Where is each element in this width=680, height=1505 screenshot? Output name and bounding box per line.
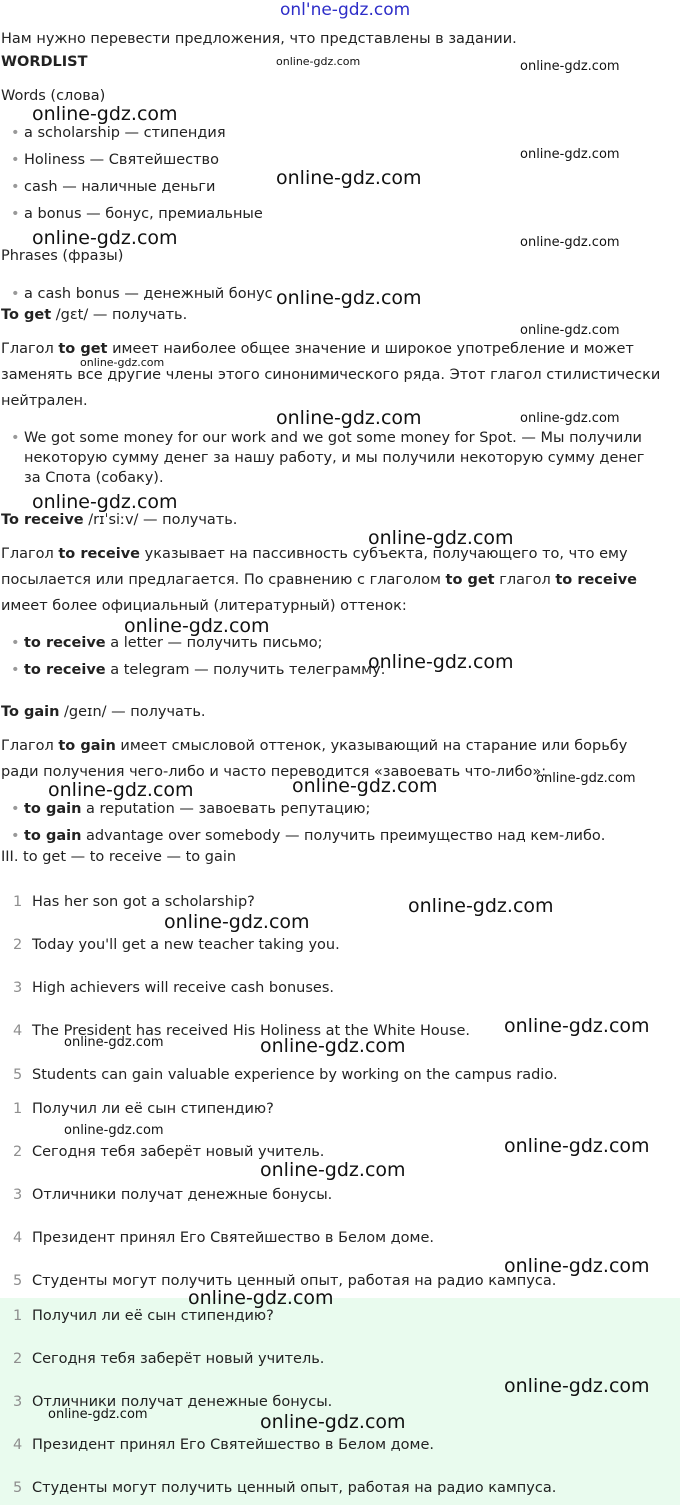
watermark: online-gdz.com — [48, 1407, 148, 1422]
watermark: online-gdz.com — [64, 1123, 164, 1138]
list-number: 2 — [13, 937, 23, 953]
list-item: Президент принял Его Святейшество в Белом доме. — [32, 1437, 434, 1453]
words-header: Words (слова) — [1, 88, 106, 104]
list-number: 3 — [13, 980, 23, 996]
term-heading-get: To get /gɛt/ — получать. — [1, 307, 188, 323]
term-description-gain: Глагол to gain имеет смысловой оттенок, указывающий на старание или борьбу ради получения чего-либо и часто переводится «завоевать что-либо»: — [1, 738, 628, 780]
watermark: online-gdz.com — [408, 895, 554, 917]
watermark: online-gdz.com — [520, 147, 620, 162]
list-item: Сегодня тебя заберёт новый учитель. — [32, 1144, 325, 1160]
list-item: Студенты могут получить ценный опыт, работая на радио кампуса. — [32, 1273, 557, 1289]
list-item: Отличники получат денежные бонусы. — [32, 1187, 333, 1203]
list-item: The President has received His Holiness at the White House. — [32, 1023, 471, 1039]
watermark: online-gdz.com — [124, 615, 270, 637]
watermark: online-gdz.com — [48, 779, 194, 801]
list-item: • a scholarship — стипендия — [12, 123, 662, 143]
example-item: • to gain a reputation — завоевать репутацию; — [12, 799, 662, 819]
section-title: III. to get — to receive — to gain — [1, 849, 237, 865]
watermark: online-gdz.com — [80, 356, 165, 369]
list-item: • a cash bonus — денежный бонус — [12, 284, 662, 304]
list-number: 5 — [13, 1273, 23, 1289]
watermark: online-gdz.com — [276, 407, 422, 429]
watermark: online-gdz.com — [536, 771, 636, 786]
list-number: 4 — [13, 1437, 23, 1453]
list-item: High achievers will receive cash bonuses. — [32, 980, 335, 996]
example-item: • to receive a letter — получить письмо; — [12, 633, 662, 653]
list-item: Сегодня тебя заберёт новый учитель. — [32, 1351, 325, 1367]
list-number: 2 — [13, 1351, 23, 1367]
list-item: Has her son got a scholarship? — [32, 894, 255, 910]
watermark: online-gdz.com — [260, 1411, 406, 1433]
term-description-get: Глагол to get имеет наиболее общее значение и широкое употребление и может заменять все другие члены этого синонимического ряда. Этот глагол стилистически нейтрален. — [1, 341, 661, 409]
list-item: • cash — наличные деньги — [12, 177, 662, 197]
watermark: online-gdz.com — [32, 227, 178, 249]
wordlist-title: WORDLIST — [1, 54, 88, 70]
watermark: online-gdz.com — [520, 235, 620, 250]
watermark: online-gdz.com — [504, 1135, 650, 1157]
example-item: • to receive a telegram — получить телеграмму. — [12, 660, 662, 680]
watermark: online-gdz.com — [188, 1287, 334, 1309]
watermark: online-gdz.com — [292, 775, 438, 797]
watermark: online-gdz.com — [64, 1035, 164, 1050]
watermark: online-gdz.com — [260, 1159, 406, 1181]
term-heading-gain: To gain /geɪn/ — получать. — [1, 704, 206, 720]
watermark: online-gdz.com — [276, 55, 361, 68]
watermark: online-gdz.com — [504, 1375, 650, 1397]
watermark: online-gdz.com — [260, 1035, 406, 1057]
example-item: • We got some money for our work and we got some money for Spot. — Мы получили некоторую сумму денег за нашу работу, и мы получили некоторую сумму денег за Спота (собаку). — [12, 428, 662, 488]
list-number: 4 — [13, 1023, 23, 1039]
watermark: online-gdz.com — [504, 1255, 650, 1277]
watermark: online-gdz.com — [368, 527, 514, 549]
list-item: Отличники получат денежные бонусы. — [32, 1394, 333, 1410]
phrases-header: Phrases (фразы) — [1, 248, 124, 264]
watermark: online-gdz.com — [276, 167, 422, 189]
list-number: 1 — [13, 894, 23, 910]
list-number: 1 — [13, 1101, 23, 1117]
list-item: Students can gain valuable experience by working on the campus radio. — [32, 1067, 558, 1083]
term-heading-receive: To receive /rɪˈsiːv/ — получать. — [1, 512, 238, 528]
list-item: Today you'll get a new teacher taking you. — [32, 937, 340, 953]
list-number: 5 — [13, 1067, 23, 1083]
term-description-receive: Глагол to receive указывает на пассивность субъекта, получающего то, что ему посылается или предлагается. По сравнению с глаголом to get глагол to receive имеет более официальный (литературный) оттенок: — [1, 546, 637, 614]
list-item: Президент принял Его Святейшество в Белом доме. — [32, 1230, 434, 1246]
list-item: Студенты могут получить ценный опыт, работая на радио кампуса. — [32, 1480, 557, 1496]
list-number: 5 — [13, 1480, 23, 1496]
list-number: 3 — [13, 1394, 23, 1410]
list-number: 2 — [13, 1144, 23, 1160]
example-item: • to gain advantage over somebody — получить преимущество над кем-либо. — [12, 826, 662, 846]
watermark: online-gdz.com — [520, 411, 620, 426]
list-number: 4 — [13, 1230, 23, 1246]
watermark: online-gdz.com — [520, 323, 620, 338]
list-number: 1 — [13, 1308, 23, 1324]
watermark: online-gdz.com — [368, 651, 514, 673]
watermark: online-gdz.com — [32, 491, 178, 513]
watermark: online-gdz.com — [504, 1015, 650, 1037]
list-item: • a bonus — бонус, премиальные — [12, 204, 662, 224]
list-item: Получил ли её сын стипендию? — [32, 1101, 274, 1117]
list-item: Получил ли её сын стипендию? — [32, 1308, 274, 1324]
list-number: 3 — [13, 1187, 23, 1203]
watermark: online-gdz.com — [276, 287, 422, 309]
site-watermark: onl'ne-gdz.com — [280, 0, 411, 20]
watermark: online-gdz.com — [164, 911, 310, 933]
watermark: online-gdz.com — [32, 103, 178, 125]
watermark: online-gdz.com — [520, 59, 620, 74]
list-item: • Holiness — Святейшество — [12, 150, 662, 170]
intro-text: Нам нужно перевести предложения, что представлены в задании. — [1, 31, 517, 47]
